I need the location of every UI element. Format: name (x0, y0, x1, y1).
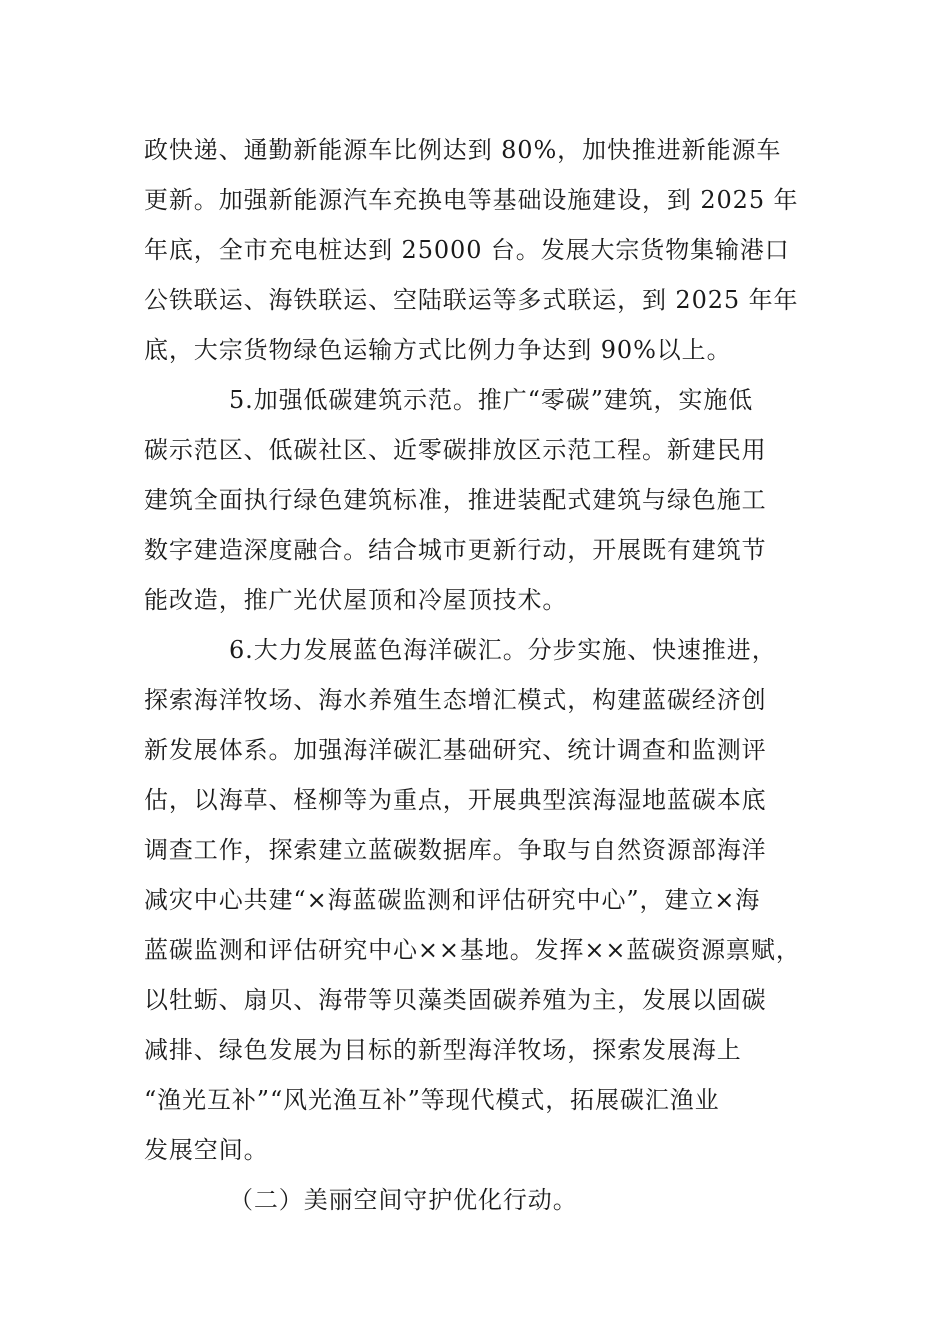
text-line: 调查工作，探索建立蓝碳数据库。争取与自然资源部海洋 (144, 836, 767, 864)
text-line: 更新。加强新能源汽车充换电等基础设施建设，到 2025 年 (144, 186, 799, 214)
text-line: 数字建造深度融合。结合城市更新行动，开展既有建筑节 (144, 536, 767, 564)
text-line: 新发展体系。加强海洋碳汇基础研究、统计调查和监测评 (144, 736, 767, 764)
text-line: 以牡蛎、扇贝、海带等贝藻类固碳养殖为主，发展以固碳 (144, 986, 767, 1014)
text-line: 蓝碳监测和评估研究中心××基地。发挥××蓝碳资源禀赋， (144, 936, 801, 964)
text-line: 建筑全面执行绿色建筑标准，推进装配式建筑与绿色施工 (144, 486, 767, 514)
text-line: “渔光互补”“风光渔互补”等现代模式，拓展碳汇渔业 (144, 1086, 720, 1114)
text-line: 底，大宗货物绿色运输方式比例力争达到 90%以上。 (144, 336, 732, 364)
text-line: 估，以海草、柽柳等为重点，开展典型滨海湿地蓝碳本底 (144, 786, 767, 814)
text-line: 能改造，推广光伏屋顶和冷屋顶技术。 (144, 586, 568, 614)
text-line: 减排、绿色发展为目标的新型海洋牧场，探索发展海上 (144, 1036, 742, 1064)
text-line: 年底，全市充电桩达到 25000 台。发展大宗货物集输港口 (144, 236, 790, 264)
section-5-heading-line: 5.加强低碳建筑示范。推广“零碳”建筑，实施低 (229, 386, 754, 414)
text-line: 公铁联运、海铁联运、空陆联运等多式联运，到 2025 年年 (144, 286, 799, 314)
section-6-heading-line: 6.大力发展蓝色海洋碳汇。分步实施、快速推进， (229, 636, 777, 664)
text-line: 探索海洋牧场、海水养殖生态增汇模式，构建蓝碳经济创 (144, 686, 767, 714)
text-line: 发展空间。 (144, 1136, 269, 1164)
section-2-heading: （二）美丽空间守护优化行动。 (229, 1186, 578, 1214)
text-line: 政快递、通勤新能源车比例达到 80%，加快推进新能源车 (144, 136, 782, 164)
text-line: 减灾中心共建“×海蓝碳监测和评估研究中心”，建立×海 (144, 886, 761, 914)
text-line: 碳示范区、低碳社区、近零碳排放区示范工程。新建民用 (144, 436, 767, 464)
